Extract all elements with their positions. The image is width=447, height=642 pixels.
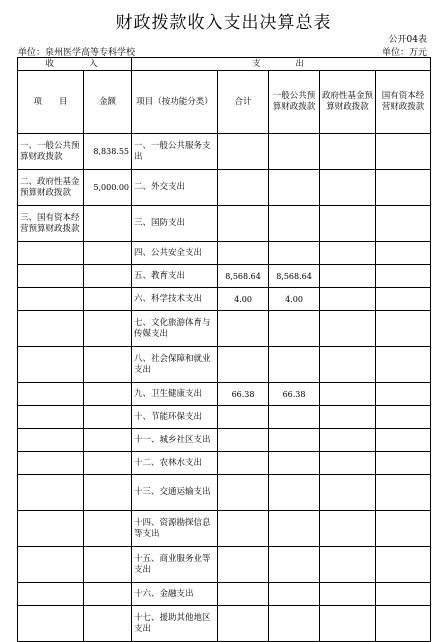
gov-fund-cell <box>320 288 376 311</box>
expense-item-cell: 十一、城乡社区支出 <box>132 429 218 452</box>
state-capital-cell <box>376 383 431 406</box>
expense-item-cell: 十、节能环保支出 <box>132 406 218 429</box>
table-row <box>18 347 431 383</box>
expense-item-cell: 十三、交通运输支出 <box>132 475 218 511</box>
income-amount-cell <box>84 583 132 606</box>
budget-table <box>17 57 431 642</box>
general-budget-cell <box>269 311 320 347</box>
income-amount-cell <box>84 606 132 642</box>
general-budget-cell <box>269 347 320 383</box>
income-item-cell: 三、国有资本经营预算财政拨款 <box>18 206 84 242</box>
gov-fund-cell <box>320 134 376 170</box>
income-amount-cell <box>84 383 132 406</box>
total-cell <box>218 206 269 242</box>
income-amount-cell: 8,838.55 <box>84 134 132 170</box>
general-budget-cell <box>269 606 320 642</box>
table-row <box>18 606 431 642</box>
currency-unit: 单位：万元 <box>381 48 427 58</box>
state-capital-cell <box>376 311 431 347</box>
table-row <box>18 311 431 347</box>
income-amount-cell <box>84 206 132 242</box>
total-cell <box>218 134 269 170</box>
income-amount-cell <box>84 347 132 383</box>
general-budget-cell <box>269 170 320 206</box>
expense-item-cell: 八、社会保障和就业支出 <box>132 347 218 383</box>
income-amount-cell <box>84 242 132 265</box>
state-capital-cell <box>376 475 431 511</box>
general-budget-cell <box>269 475 320 511</box>
income-item-cell <box>18 288 84 311</box>
total-cell <box>218 347 269 383</box>
col-item: 项 目 <box>18 71 84 134</box>
general-budget-cell <box>269 406 320 429</box>
income-amount-cell <box>84 311 132 347</box>
income-amount-cell <box>84 406 132 429</box>
income-amount-cell <box>84 288 132 311</box>
state-capital-cell <box>376 242 431 265</box>
table-row <box>18 452 431 475</box>
table-row <box>18 206 431 242</box>
income-amount-cell: 5,000.00 <box>84 170 132 206</box>
expense-item-cell: 一、一般公共服务支出 <box>132 134 218 170</box>
income-item-cell <box>18 311 84 347</box>
section-header-row <box>18 58 431 71</box>
income-item-cell: 一、一般公共预算财政拨款 <box>18 134 84 170</box>
general-budget-cell <box>269 242 320 265</box>
income-amount-cell <box>84 452 132 475</box>
general-budget-cell: 4.00 <box>269 288 320 311</box>
expense-item-cell: 十四、资源勘探信息等支出 <box>132 511 218 547</box>
state-capital-cell <box>376 134 431 170</box>
state-capital-cell <box>376 406 431 429</box>
table-row <box>18 242 431 265</box>
total-cell <box>218 606 269 642</box>
page-title: 财政拨款收入支出决算总表 <box>115 13 332 33</box>
table-row <box>18 475 431 511</box>
expense-item-cell: 四、公共安全支出 <box>132 242 218 265</box>
state-capital-cell <box>376 170 431 206</box>
gov-fund-cell <box>320 311 376 347</box>
table-row <box>18 383 431 406</box>
total-cell <box>218 170 269 206</box>
general-budget-cell <box>269 134 320 170</box>
table-row <box>18 265 431 288</box>
income-item-cell <box>18 511 84 547</box>
income-item-cell <box>18 383 84 406</box>
income-item-cell <box>18 583 84 606</box>
expense-item-cell: 六、科学技术支出 <box>132 288 218 311</box>
gov-fund-cell <box>320 406 376 429</box>
state-capital-cell <box>376 511 431 547</box>
table-row <box>18 406 431 429</box>
expense-item-cell: 十二、农林水支出 <box>132 452 218 475</box>
table-row <box>18 170 431 206</box>
total-cell: 66.38 <box>218 383 269 406</box>
total-cell <box>218 511 269 547</box>
total-cell <box>218 475 269 511</box>
general-budget-cell <box>269 511 320 547</box>
total-cell <box>218 583 269 606</box>
income-item-cell <box>18 242 84 265</box>
income-item-cell <box>18 265 84 288</box>
general-budget-cell: 8,568.64 <box>269 265 320 288</box>
general-budget-cell <box>269 452 320 475</box>
gov-fund-cell <box>320 170 376 206</box>
income-amount-cell <box>84 475 132 511</box>
gov-fund-cell <box>320 511 376 547</box>
general-budget-cell <box>269 429 320 452</box>
expense-item-cell: 十七、援助其他地区支出 <box>132 606 218 642</box>
total-cell <box>218 429 269 452</box>
gov-fund-cell <box>320 606 376 642</box>
state-capital-cell <box>376 452 431 475</box>
income-amount-cell <box>84 511 132 547</box>
form-number: 公开04表 <box>388 35 427 45</box>
gov-fund-cell <box>320 265 376 288</box>
income-item-cell <box>18 429 84 452</box>
total-cell <box>218 311 269 347</box>
reporting-unit: 单位：泉州医学高等专科学校 <box>18 48 136 58</box>
gov-fund-cell <box>320 583 376 606</box>
gov-fund-cell <box>320 347 376 383</box>
gov-fund-cell <box>320 429 376 452</box>
total-cell <box>218 406 269 429</box>
state-capital-cell <box>376 606 431 642</box>
state-capital-cell <box>376 206 431 242</box>
col-general-budget: 一般公共预算财政拨款 <box>269 71 320 134</box>
state-capital-cell <box>376 347 431 383</box>
col-state-capital: 国有资本经营财政拨款 <box>376 71 431 134</box>
expense-item-cell: 五、教育支出 <box>132 265 218 288</box>
income-amount-cell <box>84 429 132 452</box>
income-item-cell <box>18 452 84 475</box>
expense-item-cell: 十六、金融支出 <box>132 583 218 606</box>
gov-fund-cell <box>320 475 376 511</box>
expense-item-cell: 十五、商业服务业等支出 <box>132 547 218 583</box>
income-amount-cell <box>84 265 132 288</box>
gov-fund-cell <box>320 242 376 265</box>
column-header-row <box>18 71 431 134</box>
income-item-cell <box>18 606 84 642</box>
expense-item-cell: 九、卫生健康支出 <box>132 383 218 406</box>
table-row <box>18 134 431 170</box>
general-budget-cell: 66.38 <box>269 383 320 406</box>
table-row <box>18 583 431 606</box>
col-amount: 金额 <box>84 71 132 134</box>
total-cell <box>218 452 269 475</box>
gov-fund-cell <box>320 452 376 475</box>
section-income: 收 入 <box>18 58 132 71</box>
total-cell: 8,568.64 <box>218 265 269 288</box>
state-capital-cell <box>376 429 431 452</box>
state-capital-cell <box>376 288 431 311</box>
expense-item-cell: 二、外交支出 <box>132 170 218 206</box>
income-item-cell <box>18 347 84 383</box>
general-budget-cell <box>269 583 320 606</box>
expense-item-cell: 七、文化旅游体育与传媒支出 <box>132 311 218 347</box>
col-function-item: 项目（按功能分类） <box>132 71 218 134</box>
table-row <box>18 288 431 311</box>
state-capital-cell <box>376 583 431 606</box>
general-budget-cell <box>269 206 320 242</box>
table-row <box>18 511 431 547</box>
gov-fund-cell <box>320 383 376 406</box>
total-cell <box>218 242 269 265</box>
income-item-cell <box>18 406 84 429</box>
income-item-cell: 二、政府性基金预算财政拨款 <box>18 170 84 206</box>
total-cell: 4.00 <box>218 288 269 311</box>
gov-fund-cell <box>320 206 376 242</box>
section-expense: 支 出 <box>132 58 431 71</box>
col-total: 合计 <box>218 71 269 134</box>
expense-item-cell: 三、国防支出 <box>132 206 218 242</box>
table-row <box>18 429 431 452</box>
col-gov-fund: 政府性基金预算财政拨款 <box>320 71 376 134</box>
income-item-cell <box>18 475 84 511</box>
state-capital-cell <box>376 265 431 288</box>
